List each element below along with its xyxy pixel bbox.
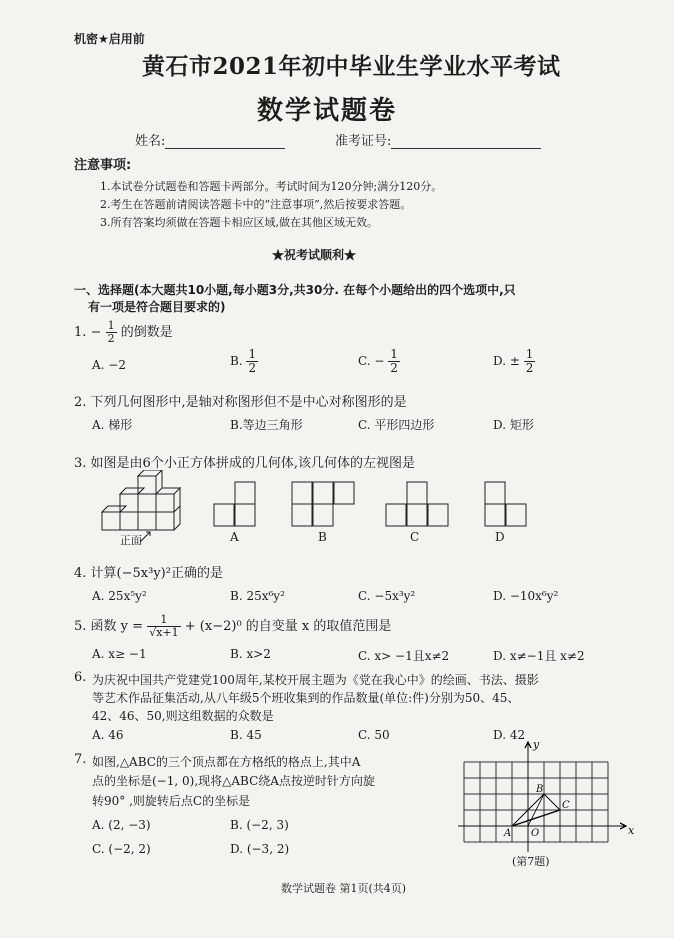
- exam-id-label: 准考证号:: [335, 134, 392, 149]
- q3-label-d: D: [495, 530, 505, 544]
- q7-option-b[interactable]: B. (−2, 3): [230, 818, 289, 832]
- name-field[interactable]: [135, 130, 285, 149]
- option-label: C. −: [358, 354, 385, 368]
- q6-option-b[interactable]: B. 45: [230, 728, 262, 742]
- vertex-b-label: B: [536, 784, 544, 795]
- q5-stem-rest: + (x−2)⁰ 的自变量 x 的取值范围是: [184, 619, 392, 634]
- q2-option-c[interactable]: C. 平形四边形: [358, 418, 435, 432]
- fraction-denominator: 2: [525, 361, 534, 375]
- q1-stem-tail: 的倒数是: [120, 325, 173, 340]
- q2-option-d[interactable]: D. 矩形: [493, 418, 534, 432]
- fraction-numerator: 1: [160, 613, 168, 626]
- q4-option-a[interactable]: A. 25x⁵y²: [92, 589, 147, 603]
- note-item: 1.本试卷分试题卷和答题卡两部分。考试时间为120分钟;满分120分。: [100, 180, 443, 193]
- paper-title: 数学试题卷: [257, 96, 398, 126]
- section-heading-cont: 有一项是符合题目要求的): [88, 300, 226, 314]
- q1-option-a[interactable]: A. −2: [92, 358, 126, 372]
- note-item: 3.所有答案均须做在答题卡相应区域,做在其他区域无效。: [100, 216, 378, 229]
- q5-option-a[interactable]: A. x≥ −1: [92, 647, 147, 661]
- q1-number: 1.: [74, 325, 87, 340]
- fraction-denominator: 2: [390, 361, 398, 375]
- cube-face: [138, 512, 156, 530]
- note-item: 2.考生在答题前请阅读答题卡中的“注意事项”,然后按要求答题。: [100, 198, 412, 211]
- q6-option-d[interactable]: D. 42: [493, 728, 526, 742]
- q5-fraction: [147, 614, 180, 639]
- fraction-denominator: √x+1: [149, 626, 179, 639]
- q1-option-d[interactable]: [493, 348, 535, 375]
- exam-id-underline: [391, 134, 541, 149]
- q1-option-b[interactable]: [230, 348, 258, 375]
- q3-stem: 如图是由6个小正方体拼成的几何体,该几何体的左视图是: [90, 456, 415, 471]
- question-2: [74, 391, 407, 410]
- name-underline: [165, 134, 285, 149]
- option-label: B.: [230, 354, 243, 368]
- name-label: 姓名:: [135, 134, 166, 149]
- q7-option-a[interactable]: A. (2, −3): [92, 818, 151, 832]
- question-4: [74, 562, 223, 581]
- q2-option-b[interactable]: B.等边三角形: [230, 418, 303, 432]
- q5-option-c[interactable]: C. x> −1且x≠2: [358, 649, 450, 663]
- q7-grid-figure: [458, 734, 638, 852]
- cube-face: [120, 488, 144, 494]
- option-fraction: [524, 348, 536, 375]
- q5-number: 5.: [74, 619, 87, 634]
- cube-face: [174, 506, 180, 530]
- option-label: D. ±: [493, 354, 520, 368]
- secret-label: 机密★启用前: [74, 32, 145, 46]
- q1-fraction: [106, 320, 117, 345]
- cube-face: [120, 512, 138, 530]
- q6-number: 6.: [74, 670, 87, 685]
- q3-view-c[interactable]: [385, 481, 451, 527]
- q3-label-a: A: [230, 530, 239, 544]
- fraction-numerator: 1: [390, 347, 398, 361]
- fraction-numerator: 1: [248, 347, 257, 361]
- q3-view-b[interactable]: [291, 481, 357, 527]
- q7-stem-line: 转90° ,则旋转后点C的坐标是: [92, 794, 251, 808]
- q7-option-d[interactable]: D. (−3, 2): [230, 842, 290, 856]
- option-fraction: [246, 348, 258, 375]
- vertex-a-label: A: [504, 828, 512, 839]
- blessing: ★祝考试顺利★: [272, 248, 357, 262]
- y-axis-label: y: [533, 738, 540, 751]
- option-fraction: [388, 348, 400, 375]
- q4-option-c[interactable]: C. −5x³y²: [358, 589, 416, 603]
- fraction-denominator: 2: [107, 332, 115, 345]
- q4-stem: 计算(−5x³y)²正确的是: [90, 566, 223, 581]
- q4-option-d[interactable]: D. −10x⁶y²: [493, 589, 559, 603]
- q5-fn: 函数 y =: [90, 619, 144, 634]
- fraction-denominator: 2: [248, 361, 257, 375]
- notes-title: 注意事项:: [74, 158, 132, 173]
- q7-stem-line: 点的坐标是(−1, 0),现将△ABC绕A点按逆时针方向旋: [92, 774, 375, 788]
- page-footer: 数学试题卷 第1页(共4页): [281, 882, 407, 895]
- q6-stem-line: 42、46、50,则这组数据的众数是: [92, 709, 274, 723]
- q7-option-c[interactable]: C. (−2, 2): [92, 842, 151, 856]
- front-label: 正面: [120, 534, 142, 547]
- cube-face: [156, 512, 174, 530]
- q5-option-d[interactable]: D. x≠−1且 x≠2: [493, 649, 585, 663]
- q5-option-b[interactable]: B. x>2: [230, 647, 271, 661]
- q6-option-c[interactable]: C. 50: [358, 728, 390, 742]
- q3-view-a[interactable]: [213, 481, 259, 527]
- q7-figure-caption: (第7题): [512, 855, 550, 868]
- q4-number: 4.: [74, 566, 87, 581]
- fraction-numerator: 1: [525, 347, 534, 361]
- cube-face: [102, 506, 126, 512]
- q4-option-b[interactable]: B. 25x⁶y²: [230, 589, 285, 603]
- q7-number: 7.: [74, 752, 87, 767]
- cube-face: [156, 494, 174, 512]
- q1-sign: −: [90, 325, 102, 340]
- q6-option-a[interactable]: A. 46: [92, 728, 124, 742]
- q2-option-a[interactable]: A. 梯形: [92, 418, 133, 432]
- exam-title: 黄石市2021年初中毕业生学业水平考试: [142, 53, 561, 80]
- q3-view-d[interactable]: [484, 481, 530, 527]
- x-axis-label: x: [628, 824, 635, 837]
- q1-option-c[interactable]: [358, 348, 400, 375]
- q2-number: 2.: [74, 395, 87, 410]
- question-5: [74, 614, 391, 639]
- cube-face: [138, 494, 156, 512]
- q3-number: 3.: [74, 456, 87, 471]
- q3-label-b: B: [318, 530, 327, 544]
- q3-label-c: C: [410, 530, 420, 544]
- q6-stem-line: 为庆祝中国共产党建党100周年,某校开展主题为《党在我心中》的绘画、书法、摄影: [92, 673, 539, 687]
- question-3: [74, 452, 415, 471]
- origin-label: O: [531, 828, 540, 839]
- exam-id-field[interactable]: [335, 130, 541, 149]
- vertex-c-label: C: [562, 800, 570, 811]
- fraction-numerator: 1: [107, 319, 115, 332]
- q6-stem-line: 等艺术作品征集活动,从八年级5个班收集到的作品数量(单位:件)分别为50、45、: [92, 691, 520, 705]
- cube-face: [102, 512, 120, 530]
- question-1: [74, 320, 173, 345]
- q2-stem: 下列几何图形中,是轴对称图形但不是中心对称图形的是: [90, 395, 407, 410]
- section-heading: 一、选择题(本大题共10小题,每小题3分,共30分. 在每个小题给出的四个选项中,只: [74, 283, 516, 297]
- cube-solid-figure: [96, 470, 196, 545]
- q7-stem-line: 如图,△ABC的三个顶点都在方格纸的格点上,其中A: [92, 755, 361, 769]
